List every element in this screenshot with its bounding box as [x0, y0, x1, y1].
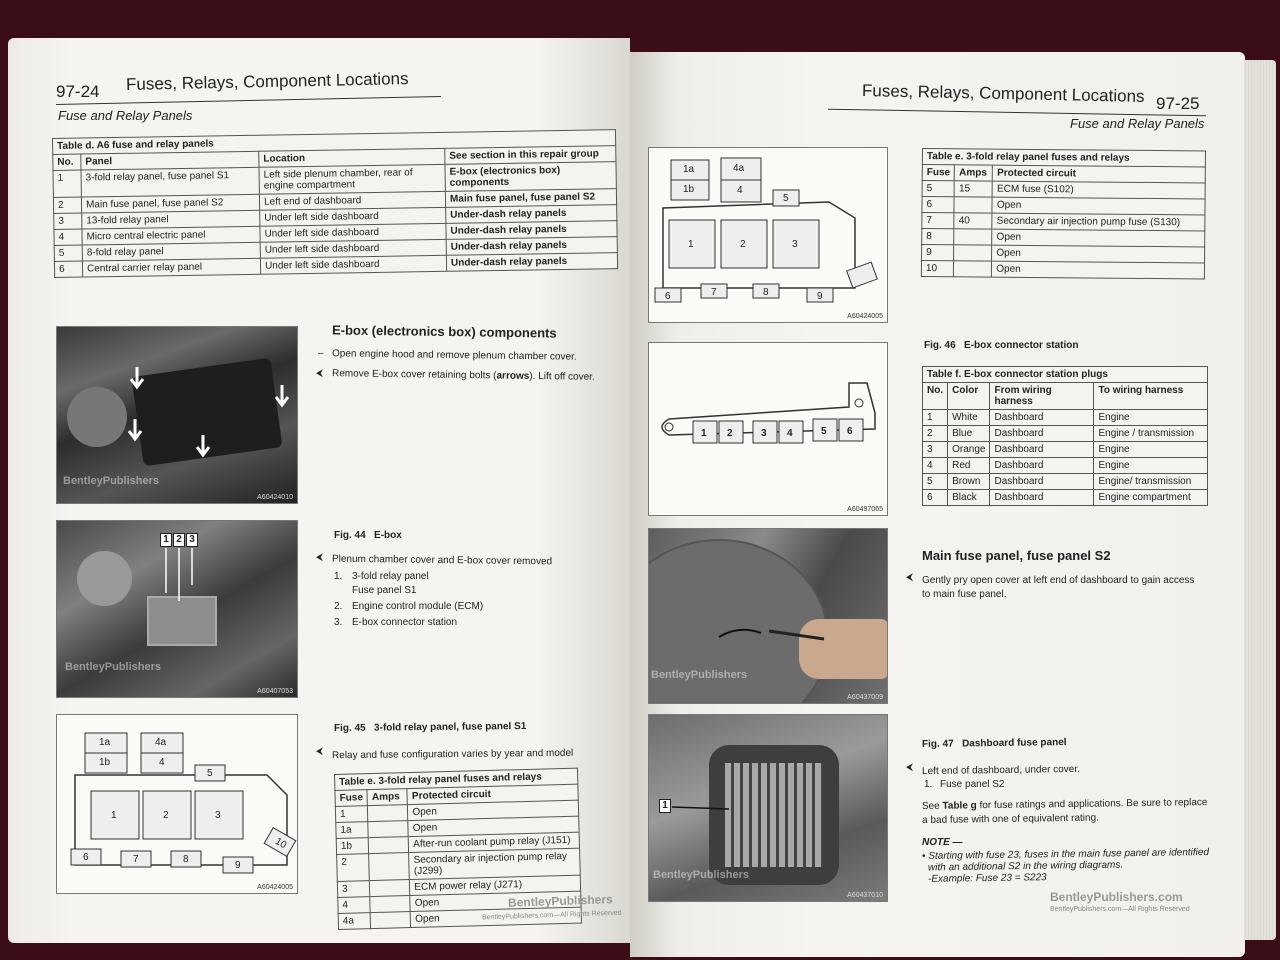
- list-text: 3-fold relay panel: [352, 571, 429, 582]
- figure-code: A60424010: [257, 494, 293, 501]
- table-cell: Blue: [948, 426, 990, 442]
- table-cell: 6: [54, 261, 82, 277]
- column-header: Panel: [81, 151, 259, 170]
- column-header: No.: [53, 154, 81, 170]
- relay-panel-outline: [57, 715, 299, 895]
- table-cell: 1: [923, 410, 948, 426]
- page-subtitle: Fuse and Relay Panels: [58, 108, 193, 123]
- fuse-label: 8: [183, 854, 189, 865]
- relay-label: 1: [688, 239, 694, 250]
- relay-label: 1a: [683, 164, 695, 175]
- table-cell: 10: [921, 261, 953, 277]
- table-caption: Table e. 3-fold relay panel fuses and relays: [922, 149, 1205, 167]
- relay-label: 1b: [99, 757, 111, 768]
- table-cell: 4: [54, 229, 82, 245]
- figure-caption: [924, 340, 1078, 351]
- table-cell: Dashboard: [990, 410, 1094, 426]
- figure-code: A60407053: [257, 688, 293, 695]
- figure-code: A60437010: [847, 892, 883, 899]
- table-cell: Under left side dashboard: [260, 239, 446, 258]
- section-heading: Main fuse panel, fuse panel S2: [922, 548, 1111, 563]
- table-cell: 1b: [336, 838, 369, 855]
- table-cell: Under-dash relay panels: [446, 253, 617, 272]
- table-cell: White: [948, 410, 990, 426]
- table-caption: Table f. E-box connector station plugs: [923, 367, 1208, 383]
- column-header: Fuse: [335, 790, 368, 807]
- table-caption: Table d. A6 fuse and relay panels: [53, 130, 616, 155]
- watermark: BentleyPublishers: [653, 869, 749, 881]
- table-cell: 1a: [336, 822, 369, 839]
- table-row: [923, 410, 1208, 426]
- figure-caption: [334, 721, 526, 734]
- table-cell: 1: [53, 170, 81, 197]
- figure-intro: Relay and fuse configuration varies by year and model: [331, 747, 574, 762]
- column-header: Amps: [367, 789, 407, 806]
- table-cell: E-box (electronics box) components: [445, 162, 616, 192]
- list-item: [334, 600, 342, 614]
- table-cell: Main fuse panel, fuse panel S2: [445, 189, 616, 208]
- connector-label: 6: [847, 426, 853, 437]
- table-cell: 6: [923, 490, 948, 506]
- table-cell: Dashboard: [990, 442, 1094, 458]
- fuse-label: 7: [133, 854, 139, 865]
- relay-label: 3: [792, 239, 798, 250]
- table-cell: 4a: [338, 913, 371, 930]
- table-cell: Under left side dashboard: [260, 207, 446, 226]
- table-cell: 5: [923, 474, 948, 490]
- figure-number: Fig. 44: [334, 530, 366, 541]
- dash-bullet: –: [318, 348, 324, 359]
- table-cell: ECM fuse (S102): [992, 181, 1205, 199]
- figure-number: Fig. 45: [333, 722, 366, 735]
- table-cell: [368, 805, 408, 822]
- right-page: [630, 52, 1245, 957]
- column-header: Color: [948, 383, 990, 410]
- table-cell: Under-dash relay panels: [446, 237, 617, 256]
- fuse-label: 8: [763, 287, 769, 298]
- table-caption: Table e. 3-fold relay panel fuses and relays: [335, 768, 578, 790]
- page-subtitle: Fuse and Relay Panels: [1070, 116, 1205, 131]
- table-e-continued: [921, 148, 1206, 279]
- figure-number: Fig. 47: [921, 738, 954, 751]
- header-rule: [56, 96, 441, 105]
- table-cell: 9: [922, 245, 954, 261]
- table-cell: [369, 853, 410, 881]
- table-cell: Dashboard: [990, 458, 1094, 474]
- watermark: BentleyPublishers: [63, 475, 159, 487]
- table-reference: Table g: [942, 800, 977, 812]
- table-row: [923, 490, 1208, 506]
- page-title: Fuses, Relays, Component Locations: [125, 69, 409, 94]
- step-text-emphasis: arrows: [496, 370, 530, 382]
- relay-panel-diagram: [56, 714, 298, 894]
- figure-caption: [334, 530, 402, 541]
- figure-intro: Plenum chamber cover and E-box cover removed: [331, 553, 553, 568]
- note-label: NOTE —: [922, 837, 963, 848]
- ebox-engine-photo: [56, 326, 298, 504]
- list-number: 2.: [334, 601, 343, 612]
- table-cell: Open: [410, 891, 581, 911]
- relay-label: 2: [740, 239, 746, 250]
- column-header: Location: [259, 148, 445, 167]
- list-item: [334, 616, 342, 630]
- pointer-arrow-icon: ⮜: [316, 746, 324, 757]
- column-header: See section in this repair group: [445, 146, 616, 165]
- table-cell: Engine / transmission: [1094, 426, 1208, 442]
- step-text: Gently pry open cover at left end of dashboard to gain access to main fuse panel.: [922, 575, 1195, 600]
- figure-title: E-box connector station: [964, 340, 1079, 351]
- list-item-text: Engine control module (ECM): [352, 601, 484, 612]
- page-number: 97-25: [1156, 94, 1200, 113]
- table-row: [923, 426, 1208, 442]
- relay-label: 1: [111, 810, 117, 821]
- figure-title: Dashboard fuse panel: [961, 736, 1067, 750]
- table-cell: 3: [54, 213, 82, 229]
- list-item-text: [352, 570, 429, 597]
- fuse-label: 6: [83, 852, 89, 863]
- relay-label: 5: [783, 193, 789, 204]
- figure-number: Fig. 46: [924, 340, 956, 351]
- callout-1: 1: [160, 533, 172, 547]
- pointer-arrow-icon: ⮜: [316, 368, 324, 379]
- table-cell: After-run coolant pump relay (J151): [409, 832, 580, 852]
- connector-label: 2: [727, 428, 733, 439]
- table-row: [923, 458, 1208, 474]
- table-cell: Dashboard: [990, 426, 1094, 442]
- table-cell: Central carrier relay panel: [82, 258, 260, 277]
- table-cell: Dashboard: [990, 490, 1094, 506]
- table-cell: Under left side dashboard: [260, 255, 446, 274]
- table-cell: Dashboard: [990, 474, 1094, 490]
- column-header: To wiring harness: [1094, 383, 1208, 410]
- figure-code: A60424005: [847, 313, 883, 320]
- table-cell: Left end of dashboard: [259, 191, 445, 210]
- relay-label: 5: [207, 768, 213, 779]
- figure-title: 3-fold relay panel, fuse panel S1: [373, 720, 527, 734]
- table-cell: 3: [923, 442, 948, 458]
- table-cell: 13-fold relay panel: [82, 210, 260, 229]
- list-number: 3.: [334, 617, 343, 628]
- relay-label: 4: [159, 757, 165, 768]
- table-cell: Open: [992, 261, 1205, 279]
- table-cell: 40: [954, 213, 992, 229]
- callout-1: 1: [659, 799, 671, 813]
- figure-caption: [922, 737, 1067, 750]
- fuse-label: 9: [817, 291, 823, 302]
- callout-2: 2: [173, 533, 185, 547]
- watermark: BentleyPublishers: [651, 669, 747, 681]
- table-cell: Open: [992, 197, 1205, 215]
- relay-label: 4: [737, 185, 743, 196]
- connector-label: 3: [761, 428, 767, 439]
- table-cell: 8: [922, 229, 954, 245]
- table-d: [52, 129, 618, 278]
- table-cell: 5: [54, 245, 82, 261]
- figure-intro: Left end of dashboard, under cover.: [921, 763, 1080, 778]
- column-header: Protected circuit: [993, 165, 1206, 183]
- table-cell: Under-dash relay panels: [446, 205, 617, 224]
- relay-label: 4a: [733, 163, 745, 174]
- table-cell: [369, 837, 409, 854]
- list-item-text: E-box connector station: [352, 617, 458, 628]
- footer-copyright: BentleyPublishers.com—All Rights Reserved: [481, 909, 622, 922]
- watermark: BentleyPublishers: [65, 661, 161, 673]
- table-cell: [370, 912, 410, 929]
- table-cell: Open: [992, 229, 1205, 247]
- page-edges: [1244, 60, 1276, 940]
- table-cell: 2: [53, 197, 81, 213]
- table-cell: Engine: [1094, 442, 1208, 458]
- figure-title: E-box: [374, 530, 402, 541]
- table-cell: Engine/ transmission: [1094, 474, 1208, 490]
- relay-label: 1a: [99, 737, 111, 748]
- table-cell: Brown: [948, 474, 990, 490]
- footer-copyright: BentleyPublishers.com—All Rights Reserved: [1050, 906, 1190, 913]
- callout-3: 3: [186, 533, 198, 547]
- table-cell: Orange: [948, 442, 990, 458]
- relay-label: 2: [163, 810, 169, 821]
- table-cell: 7: [922, 213, 954, 229]
- table-cell: Engine: [1094, 410, 1208, 426]
- pointer-arrow-icon: ⮜: [906, 572, 914, 583]
- dashboard-cover-photo: [648, 528, 888, 704]
- table-cell: [954, 261, 992, 277]
- text-part: See: [921, 800, 943, 813]
- footer-brand: BentleyPublishers.com: [1050, 890, 1183, 904]
- table-cell: Secondary air injection pump fuse (S130): [992, 213, 1205, 231]
- table-cell: Main fuse panel, fuse panel S2: [81, 194, 259, 213]
- table-cell: 3: [337, 881, 370, 898]
- relay-label: 4a: [155, 737, 167, 748]
- table-cell: Black: [948, 490, 990, 506]
- connector-station-outline: [649, 343, 889, 517]
- column-header: Amps: [955, 165, 993, 181]
- table-cell: Red: [948, 458, 990, 474]
- table-cell: 2: [923, 426, 948, 442]
- step-text-part: ). Lift off cover.: [529, 370, 595, 383]
- table-cell: [370, 880, 410, 897]
- table-cell: ECM power relay (J271): [410, 875, 581, 895]
- list-number: 1.: [924, 779, 933, 790]
- table-cell: Engine: [1094, 458, 1208, 474]
- pointer-arrow-icon: ⮜: [316, 552, 324, 563]
- note-text: • Starting with fuse 23, fuses in the main fuse panel are identified: [921, 846, 1210, 863]
- column-header: Fuse: [922, 165, 954, 181]
- fuse-panel-photo: [648, 714, 888, 902]
- footer-brand: BentleyPublishers: [507, 892, 613, 910]
- relay-label: 1b: [683, 184, 695, 195]
- table-cell: Secondary air injection pump relay (J299): [409, 848, 580, 879]
- table-cell: 6: [922, 197, 954, 213]
- list-text: Fuse panel S1: [352, 584, 417, 596]
- ebox-open-photo: [56, 520, 298, 698]
- figure-code: A60424005: [257, 884, 293, 891]
- table-row: [923, 474, 1208, 490]
- left-page: [8, 38, 630, 943]
- table-cell: 4: [338, 897, 371, 914]
- column-header: From wiring harness: [990, 383, 1094, 410]
- table-cell: Engine compartment: [1094, 490, 1208, 506]
- relay-label: 3: [215, 810, 221, 821]
- table-cell: [368, 821, 408, 838]
- connector-label: 4: [787, 428, 793, 439]
- table-cell: Open: [408, 816, 579, 836]
- connector-station-diagram: [648, 342, 888, 516]
- table-row: [923, 442, 1208, 458]
- fuse-label: 6: [665, 291, 671, 302]
- open-book: [0, 30, 1280, 960]
- table-cell: 5: [922, 181, 954, 197]
- list-number: 1.: [334, 571, 343, 582]
- table-cell: [954, 229, 992, 245]
- table-cell: 2: [337, 854, 370, 882]
- fuse-label: 10: [273, 835, 289, 852]
- table-cell: 3-fold relay panel, fuse panel S1: [81, 167, 259, 197]
- table-cell: 8-fold relay panel: [82, 242, 260, 261]
- section-heading: E-box (electronics box) components: [331, 322, 557, 341]
- table-cell: Left side plenum chamber, rear of engine compartment: [259, 164, 445, 194]
- page-title: Fuses, Relays, Component Locations: [861, 81, 1145, 106]
- connector-label: 5: [821, 426, 827, 437]
- table-cell: Open: [992, 245, 1205, 263]
- fuse-label: 7: [711, 287, 717, 298]
- table-cell: Open: [410, 907, 581, 927]
- table-cell: [370, 896, 410, 913]
- table-cell: 1: [335, 806, 368, 823]
- text-part: for fuse ratings and applications. Be sure to replace a bad fuse with one of equivalent rating.: [922, 797, 1208, 826]
- table-row: [921, 261, 1204, 279]
- table-cell: Under left side dashboard: [260, 223, 446, 242]
- table-cell: 4: [923, 458, 948, 474]
- figure-code: A60437009: [847, 694, 883, 701]
- fuse-label: 9: [235, 860, 241, 871]
- list-item: [334, 570, 342, 584]
- relay-panel-diagram: [648, 147, 888, 323]
- figure-code: A60497065: [847, 506, 883, 513]
- step-text: Open engine hood and remove plenum chamber cover.: [331, 348, 577, 363]
- column-header: No.: [923, 383, 948, 410]
- table-cell: [954, 245, 992, 261]
- list-item-text: Fuse panel S2: [940, 779, 1005, 790]
- column-header: Protected circuit: [407, 784, 578, 804]
- step-text: [332, 367, 595, 384]
- table-cell: Micro central electric panel: [82, 226, 260, 245]
- table-cell: Open: [408, 800, 579, 820]
- see-table-text: [922, 796, 1212, 827]
- connector-label: 1: [701, 428, 707, 439]
- pointer-arrow-icon: ⮜: [906, 762, 914, 773]
- page-number: 97-24: [56, 82, 100, 101]
- note-text: with an additional S2 in the wiring diagrams.: [927, 859, 1124, 874]
- table-cell: [954, 197, 992, 213]
- note-text: -Example: Fuse 23 = S223: [927, 872, 1047, 885]
- step-text-part: Remove E-box cover retaining bolts (: [331, 368, 497, 382]
- table-cell: 15: [954, 181, 992, 197]
- table-cell: Under-dash relay panels: [446, 221, 617, 240]
- table-f: [922, 366, 1208, 506]
